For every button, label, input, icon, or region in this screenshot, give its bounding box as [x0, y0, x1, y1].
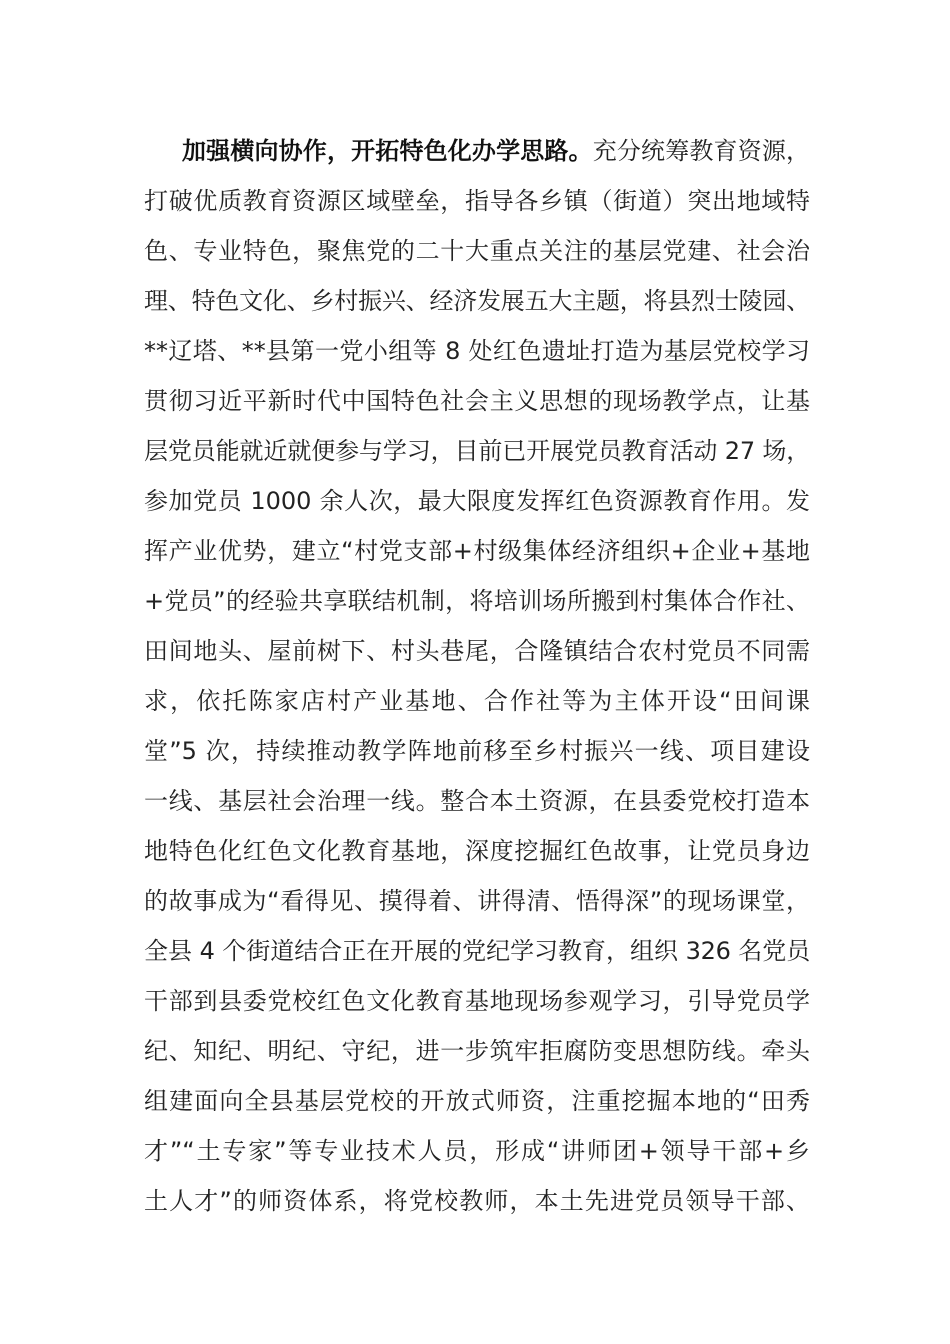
paragraph-line-7: 层党员能就近就便参与学习，目前已开展党员教育活动 27 场，: [144, 437, 810, 465]
paragraph-line-18: 干部到县委党校红色文化教育基地现场参观学习，引导党员学: [144, 987, 810, 1015]
document-body: [144, 126, 810, 1226]
paragraph-line-17: 全县 4 个街道结合正在开展的党纪学习教育，组织 326 名党员: [144, 937, 810, 965]
paragraph-line-13: 堂”5 次，持续推动教学阵地前移至乡村振兴一线、项目建设: [144, 737, 810, 765]
paragraph-line-4: 理、特色文化、乡村振兴、经济发展五大主题，将县烈士陵园、: [144, 287, 810, 315]
paragraph-line-10: +党员”的经验共享联结机制，将培训场所搬到村集体合作社、: [144, 587, 810, 615]
paragraph-line-22: 土人才”的师资体系，将党校教师，本土先进党员领导干部、: [144, 1187, 810, 1215]
paragraph-line-text: 充分统筹教育资源，: [592, 137, 810, 165]
paragraph-line-15: 地特色化红色文化教育基地，深度挖掘红色故事，让党员身边: [144, 837, 810, 865]
paragraph-line-21: 才”“土专家”等专业技术人员，形成“讲师团+领导干部+乡: [144, 1137, 810, 1165]
paragraph-line-12: 求，依托陈家店村产业基地、合作社等为主体开设“田间课: [144, 687, 810, 715]
paragraph-line-5: **辽塔、**县第一党小组等 8 处红色遗址打造为基层党校学习: [144, 337, 810, 365]
paragraph-lead-heading: 加强横向协作，开拓特色化办学思路。: [182, 137, 593, 165]
paragraph-line-2: 打破优质教育资源区域壁垒，指导各乡镇（街道）突出地域特: [144, 187, 810, 215]
paragraph-line-11: 田间地头、屋前树下、村头巷尾，合隆镇结合农村党员不同需: [144, 637, 810, 665]
paragraph-line-1: [144, 126, 810, 176]
paragraph-line-20: 组建面向全县基层党校的开放式师资，注重挖掘本地的“田秀: [144, 1087, 810, 1115]
paragraph-line-19: 纪、知纪、明纪、守纪，进一步筑牢拒腐防变思想防线。牵头: [144, 1037, 810, 1065]
paragraph-line-6: 贯彻习近平新时代中国特色社会主义思想的现场教学点，让基: [144, 387, 810, 415]
paragraph-line-14: 一线、基层社会治理一线。整合本土资源，在县委党校打造本: [144, 787, 810, 815]
paragraph-line-9: 挥产业优势，建立“村党支部+村级集体经济组织+企业+基地: [144, 537, 810, 565]
paragraph-line-3: 色、专业特色，聚焦党的二十大重点关注的基层党建、社会治: [144, 237, 810, 265]
paragraph-line-8: 参加党员 1000 余人次，最大限度发挥红色资源教育作用。发: [144, 487, 810, 515]
paragraph-line-16: 的故事成为“看得见、摸得着、讲得清、悟得深”的现场课堂，: [144, 887, 810, 915]
